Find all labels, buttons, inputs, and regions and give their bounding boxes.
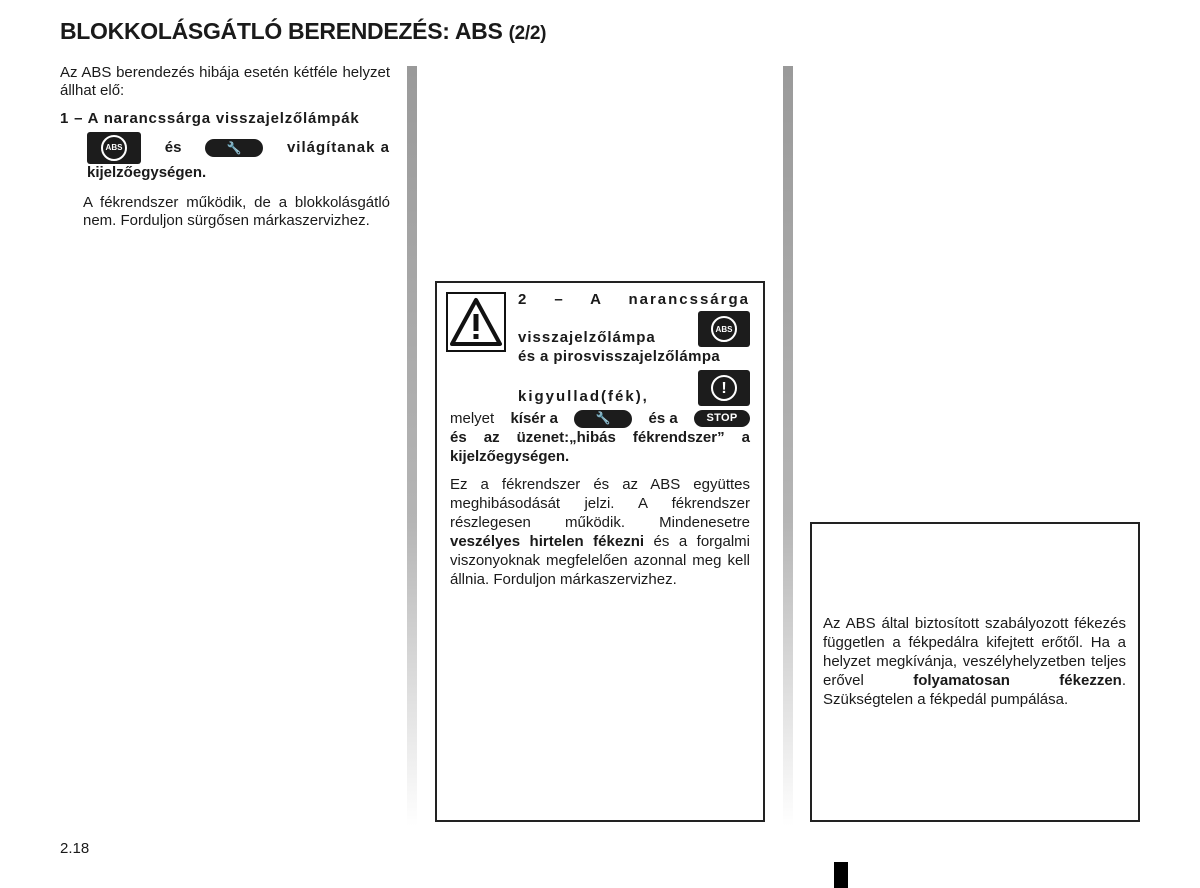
warning-line3: és a pirosvisszajelzőlámpa [518, 348, 721, 365]
page-title-text: BLOKKOLÁSGÁTLÓ BERENDEZÉS: ABS [60, 18, 503, 44]
warning-line4: kigyullad(fék), [518, 388, 649, 405]
warning-text [450, 290, 750, 589]
abs-warning-icon-2 [698, 311, 750, 347]
abs-warning-icon [87, 132, 141, 164]
right-divider-bar [783, 66, 793, 826]
left-divider-bar [407, 66, 417, 826]
wrench-icon: 🔧 [205, 139, 263, 157]
warning-body-part1: Ez a fékrendszer és az ABS együttes meghibásodását jelzi. A fékrendszer részlegesen működik. Mindenesetre [450, 476, 750, 531]
brake-warning-icon [698, 370, 750, 406]
item1-body: A fékrendszer működik, de a blokkolásgátló nem. Forduljon sürgősen márkaszervizhez. [83, 194, 390, 229]
warning-body-bold: veszélyes hirtelen fékezni [450, 533, 645, 550]
item1-heading: 1 – A narancssárga visszajelzőlámpák [60, 110, 360, 127]
abs-icon-label: ABS [101, 135, 127, 161]
warning-line4-row [450, 366, 750, 406]
warning-line2: visszajelzőlámpa [518, 329, 656, 346]
warning-line1: 2 – A narancssárga [518, 291, 750, 308]
page-tab-marker [834, 862, 848, 888]
warning-es-a: és a [648, 410, 678, 427]
page-number: 2.18 [60, 840, 90, 857]
warning-message-line: és az üzenet:„hibás fékrendszer” a kijelzőegységen. [450, 429, 750, 465]
left-column [60, 64, 390, 230]
warning-line5-row [450, 409, 750, 428]
item1-icon-row [60, 132, 390, 164]
abs-icon-label-2: ABS [711, 316, 737, 342]
stop-icon: STOP [694, 410, 750, 427]
info-bold: folyamatosan fékezzen [913, 672, 1122, 689]
info-text [823, 614, 1126, 709]
brake-icon-glyph: ! [711, 375, 737, 401]
page-title [60, 18, 546, 45]
warning-body [450, 475, 750, 589]
info-part2: . Szükségtelen a fékpedál pumpálása. [823, 672, 1126, 708]
warning-line2-row [450, 309, 750, 347]
warning-body-part2: és a forgalmi viszonyoknak megfelelően azonnal meg kell állnia. Forduljon márkaszervizhez. [450, 533, 751, 588]
wrench-icon-2: 🔧 [574, 410, 632, 428]
item1-and: és [164, 139, 182, 156]
page-title-suffix: (2/2) [508, 23, 547, 44]
warning-melyet: melyet [450, 410, 495, 427]
item1-lights-text: világítanak a [286, 139, 390, 156]
intro-paragraph: Az ABS berendezés hibája esetén kétféle helyzet állhat elő: [60, 64, 390, 99]
warning-kiser: kísér a [510, 410, 558, 427]
item1-display: kijelzőegységen. [87, 164, 207, 181]
info-part1: Az ABS által biztosított szabályozott fékezés független a fékpedálra kifejtett erőtől. Ha a helyzet megkívánja, veszélyhelyzetben teljes erővel [823, 615, 1126, 689]
